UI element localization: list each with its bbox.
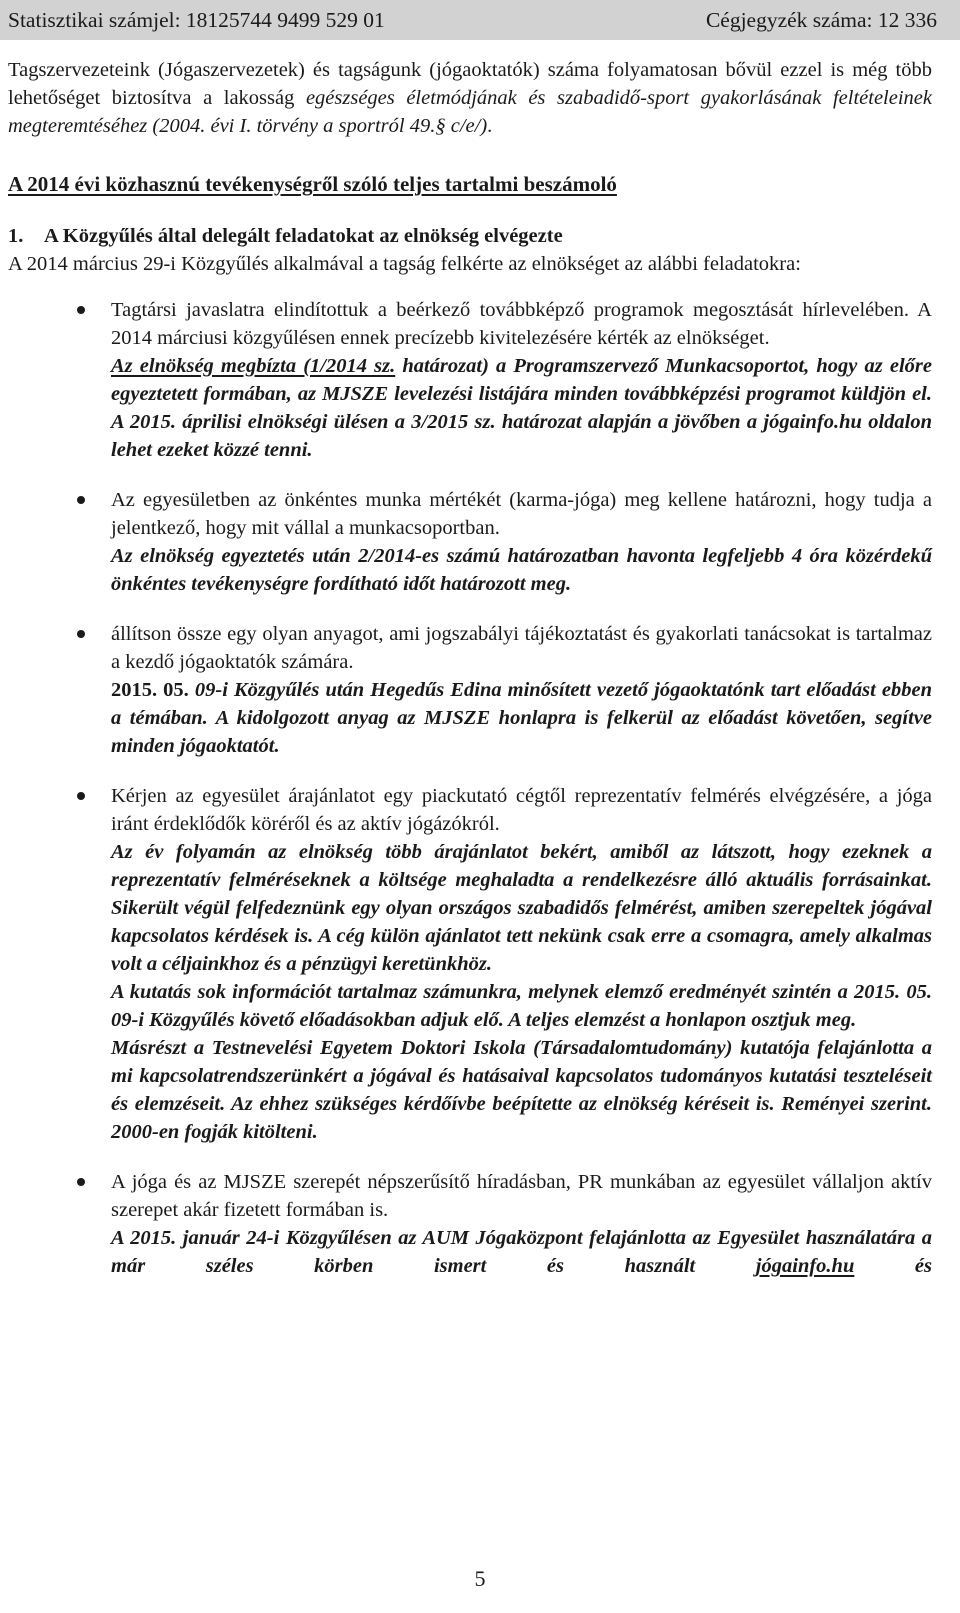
item-text: Kérjen az egyesület árajánlatot egy piackutató cégtől reprezentatív felmérés elvégzésére, a jóga iránt érdeklődők köréről és az aktív jógázókról. (111, 785, 932, 835)
bullet-icon (77, 496, 85, 504)
item-text: Az egyesületben az önkéntes munka mértékét (karma-jóga) meg kellene határozni, hogy tudja a jelentkező, hogy mit vállal a munkacsoportban. (111, 489, 932, 539)
section-title: A 2014 évi közhasznú tevékenységről szóló teljes tartalmi beszámoló (8, 172, 617, 196)
intro-end: . (487, 115, 493, 137)
point-number: 1. (8, 225, 24, 247)
item-decision-rest: határozat) a Programszervező Munkacsoportot, hogy az előre egyeztetett formában, az MJSZE levelezési listájára minden továbbképzési programot küldjön el. A 2015. áprilisi elnökségi ülésen a 3/2015 sz. határozat alapján a jövőben a jógainfo.hu oldalon lehet ezeket közzé tenni. (111, 355, 932, 461)
list-item (8, 296, 932, 464)
item-decision-lead: Az elnökség megbízta (1/2014 sz. (111, 355, 396, 377)
item-decision-rest: 09-i Közgyűlés után Hegedűs Edina minősített vezető jógaoktatónk tart előadást ebben a témában. A kidolgozott anyag az MJSZE honlapra is felkerül az előadást követően, segítve minden jógaoktatót. (111, 679, 933, 757)
jogainfo-link[interactable]: jógainfo.hu (755, 1255, 855, 1277)
item-text: A jóga és az MJSZE szerepét népszerűsítő híradásban, PR munkában az egyesület vállaljon aktív szerepet akár fizetett formában is. (111, 1171, 932, 1221)
intro-text: Tagszervezeteink (Jógaszervezetek) és tagságunk (jógaoktatók) száma folyamatosan bővül ezzel is még több lehetőséget biztosítva a lakosság (8, 59, 932, 109)
page-header (0, 0, 960, 40)
bullet-icon (77, 1178, 85, 1186)
item-decision (111, 352, 932, 464)
item-text: állítson össze egy olyan anyagot, ami jogszabályi tájékoztatást és gyakorlati tanácsokat is tartalmaz a kezdő jógaoktatók számára. (111, 623, 932, 673)
list-item (8, 1168, 932, 1280)
point-1-text: A 2014 március 29-i Közgyűlés alkalmával a tagság felkérte az elnökséget az alábbi feladatokra: (8, 253, 801, 275)
item-text: Tagtársi javaslatra elindítottuk a beérkező továbbképző programok megosztását hírlevelében. A 2014 márciusi közgyűlésen ennek precízebb kivitelezésére kérték az elnökséget. (111, 299, 932, 349)
registry-number: Cégjegyzék száma: 12 336 (705, 8, 937, 32)
item-decision (111, 676, 932, 760)
point-heading-text: A Közgyűlés által delegált feladatokat az elnökség elvégezte (44, 225, 563, 247)
item-decision-text: A 2015. január 24-i Közgyűlésen az AUM Jógaközpont felajánlotta az Egyesület használatára a már széles körben ismert és használt (111, 1227, 932, 1277)
point-1 (8, 222, 932, 278)
item-decision-lead: 2015. 05. (111, 679, 189, 701)
bullet-icon (77, 792, 85, 800)
list-item (8, 486, 932, 598)
bullet-icon (77, 630, 85, 638)
intro-paragraph (8, 56, 932, 140)
item-decision: Másrészt a Testnevelési Egyetem Doktori Iskola (Társadalomtudomány) kutatója felajánlotta a mi kapcsolatrendszerünkért a jógával és hatásaival kapcsolatos tudományos kutatási teszteléseit és elemzéseit. Az ehhez szükséges kérdőívbe beépítette az elnökség kéréseit is. Reményei szerint. 2000-en fogják kitölteni. (111, 1037, 932, 1143)
item-decision-end: és (854, 1255, 932, 1277)
task-list (8, 296, 932, 1280)
intro-italic-text: egészséges életmódjának és szabadidő-sport gyakorlásának feltételeinek megteremtéséhez (2004. évi I. törvény a sportról 49.§ c/e/) (8, 87, 932, 137)
list-item (8, 782, 932, 1146)
bullet-icon (77, 306, 85, 314)
page-number: 5 (474, 1566, 486, 1591)
document-body (8, 56, 932, 1280)
list-item (8, 620, 932, 760)
stat-number: Statisztikai számjel: 18125744 9499 529 01 (8, 8, 385, 32)
item-decision: Az év folyamán az elnökség több árajánlatot bekért, amiből az látszott, hogy ezeknek a reprezentatív felméréseknek a költsége meghaladta a rendelkezésre álló aktuális forrásainkat. Sikerült végül felfedeznünk egy olyan országos szabadidős felmérést, amiben szerepeltek jógával kapcsolatos kérdések is. A cég külön ajánlatot tett nekünk csak erre a csomagra, amely alkalmas volt a céljainkhoz és a pénzügyi keretünkhöz. (111, 841, 932, 975)
item-decision: A kutatás sok információt tartalmaz számunkra, melynek elemző eredményét szintén a 2015. 05. 09-i Közgyűlés követő előadásokban adjuk elő. A teljes elemzést a honlapon osztjuk meg. (111, 981, 932, 1031)
item-decision (111, 1224, 932, 1280)
point-1-heading (8, 222, 932, 250)
item-decision: Az elnökség egyeztetés után 2/2014-es számú határozatban havonta legfeljebb 4 óra közérdekű önkéntes tevékenységre fordítható időt határozott meg. (111, 545, 932, 595)
